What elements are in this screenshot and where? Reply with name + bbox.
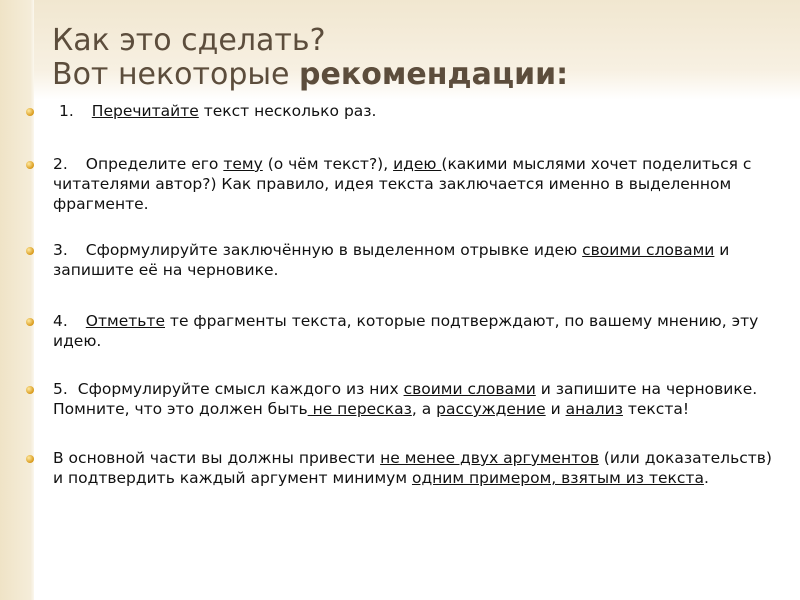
list-item bbox=[53, 448, 778, 488]
item-text: (или доказательств) и подтвердить каждый аргумент минимум bbox=[53, 449, 772, 487]
item-text: . bbox=[703, 469, 709, 487]
item-text: (какими мыслями хочет поделиться с читателями автор?) Как правило, идея текста заключается именно в выделенном фрагменте. bbox=[53, 155, 752, 213]
item-text: текста! bbox=[622, 400, 690, 418]
item-number: 5. bbox=[53, 380, 68, 398]
item-number: 1. bbox=[59, 102, 74, 120]
title-line-2 bbox=[52, 58, 568, 92]
item-text: Определите его bbox=[85, 155, 224, 173]
underlined-text: своими словами bbox=[582, 241, 715, 259]
item-text: текст несколько раз. bbox=[198, 102, 377, 120]
underlined-text: одним примером, взятым из текста bbox=[411, 469, 704, 487]
underlined-text: тему bbox=[223, 155, 263, 173]
bullet-dot-icon bbox=[26, 386, 34, 394]
item-text: Сформулируйте заключённую в выделенном отрывке идею bbox=[85, 241, 583, 259]
underlined-text: анализ bbox=[565, 400, 623, 418]
bullet-dot-icon bbox=[26, 161, 34, 169]
list-item bbox=[53, 379, 778, 419]
list-item bbox=[53, 311, 778, 351]
item-text: , а bbox=[411, 400, 437, 418]
list-item bbox=[53, 240, 778, 280]
item-text: Сформулируйте смысл каждого из них bbox=[77, 380, 404, 398]
underlined-text: Отметьте bbox=[85, 312, 165, 330]
bullet-dot-icon bbox=[26, 455, 34, 463]
list-item bbox=[53, 154, 778, 214]
left-decorative-strip bbox=[0, 0, 34, 600]
title-line-2-prefix: Вот некоторые bbox=[52, 57, 300, 92]
item-text: и bbox=[545, 400, 566, 418]
list-item bbox=[53, 101, 778, 121]
slide-title bbox=[52, 24, 568, 92]
item-text: (о чём текст?), bbox=[262, 155, 394, 173]
bullet-dot-icon bbox=[26, 318, 34, 326]
item-number: 2. bbox=[53, 155, 68, 173]
underlined-text: Перечитайте bbox=[91, 102, 199, 120]
item-text: и запишите на черновике. Помните, что это должен быть bbox=[53, 380, 758, 418]
underlined-text: идею bbox=[393, 155, 442, 173]
title-line-2-bold: рекомендации: bbox=[299, 57, 569, 92]
item-text: и запишите её на черновике. bbox=[53, 241, 730, 279]
underlined-text: не менее двух аргументов bbox=[380, 449, 599, 467]
underlined-text: рассуждение bbox=[436, 400, 546, 418]
underlined-text: не пересказ bbox=[307, 400, 412, 418]
item-text: те фрагменты текста, которые подтверждают, по вашему мнению, эту идею. bbox=[53, 312, 759, 350]
bullet-dot-icon bbox=[26, 108, 34, 116]
title-line-1: Как это сделать? bbox=[52, 23, 326, 58]
item-number: 3. bbox=[53, 241, 68, 259]
underlined-text: своими словами bbox=[403, 380, 536, 398]
item-text: В основной части вы должны привести bbox=[53, 449, 381, 467]
item-number: 4. bbox=[53, 312, 68, 330]
bullet-dot-icon bbox=[26, 247, 34, 255]
